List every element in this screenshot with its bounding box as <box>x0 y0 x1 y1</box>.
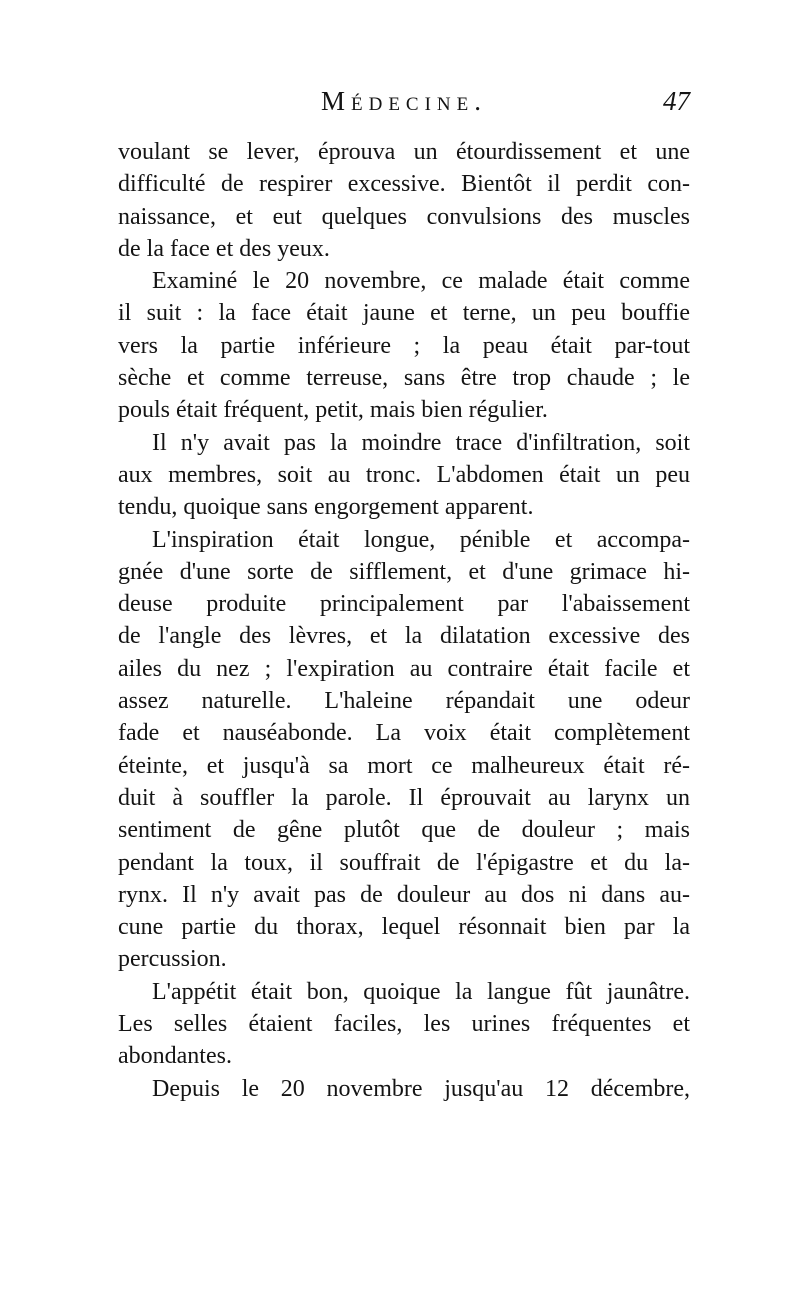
text-line: naissance, et eut quelques convulsions des muscles <box>118 203 690 230</box>
page-number: 47 <box>663 86 690 116</box>
text-line: de l'angle des lèvres, et la dilatation excessive des <box>118 623 690 650</box>
text-line: pendant la toux, il souffrait de l'épigastre et du la- <box>118 849 690 876</box>
text-line: deuse produite principalement par l'abaissement <box>118 591 690 618</box>
text-line: L'inspiration était longue, pénible et accompa- <box>152 526 690 553</box>
text-line: sèche et comme terreuse, sans être trop chaude ; le <box>118 365 690 392</box>
text-line: tendu, quoique sans engorgement apparent. <box>118 494 534 521</box>
text-line: ailes du nez ; l'expiration au contraire était facile et <box>118 655 690 682</box>
text-line: difficulté de respirer excessive. Bientôt il perdit con- <box>118 171 690 198</box>
text-line: assez naturelle. L'haleine répandait une odeur <box>118 688 690 715</box>
page-header <box>118 86 690 126</box>
text-line: voulant se lever, éprouva un étourdissement et une <box>118 139 690 165</box>
text-line: L'appétit était bon, quoique la langue fût jaunâtre. <box>152 978 690 1005</box>
text-line: abondantes. <box>118 1043 232 1070</box>
text-line: de la face et des yeux. <box>118 235 330 262</box>
text-line: vers la partie inférieure ; la peau était par-tout <box>118 332 690 359</box>
text-line: sentiment de gêne plutôt que de douleur ; mais <box>118 817 690 844</box>
text-line: duit à souffler la parole. Il éprouvait au larynx un <box>118 784 690 811</box>
text-line: Il n'y avait pas la moindre trace d'infiltration, soit <box>152 429 690 456</box>
text-line: fade et nauséabonde. La voix était complètement <box>118 720 690 747</box>
text-line: éteinte, et jusqu'à sa mort ce malheureux était ré- <box>118 752 690 779</box>
text-line: Les selles étaient faciles, les urines fréquentes et <box>118 1011 690 1038</box>
running-head: Médecine. <box>320 86 488 116</box>
text-line: cune partie du thorax, lequel résonnait bien par la <box>118 914 690 941</box>
text-line: gnée d'une sorte de sifflement, et d'une grimace hi- <box>118 558 690 585</box>
text-line: percussion. <box>118 946 227 973</box>
body-text <box>118 136 690 1105</box>
text-line: Examiné le 20 novembre, ce malade était comme <box>152 268 690 295</box>
text-line: rynx. Il n'y avait pas de douleur au dos ni dans au- <box>118 881 690 908</box>
text-line: aux membres, soit au tronc. L'abdomen était un peu <box>118 461 690 488</box>
text-line: Depuis le 20 novembre jusqu'au 12 décembre, <box>152 1075 690 1102</box>
text-line: il suit : la face était jaune et terne, un peu bouffie <box>118 300 690 327</box>
text-line: pouls était fréquent, petit, mais bien régulier. <box>118 397 548 424</box>
